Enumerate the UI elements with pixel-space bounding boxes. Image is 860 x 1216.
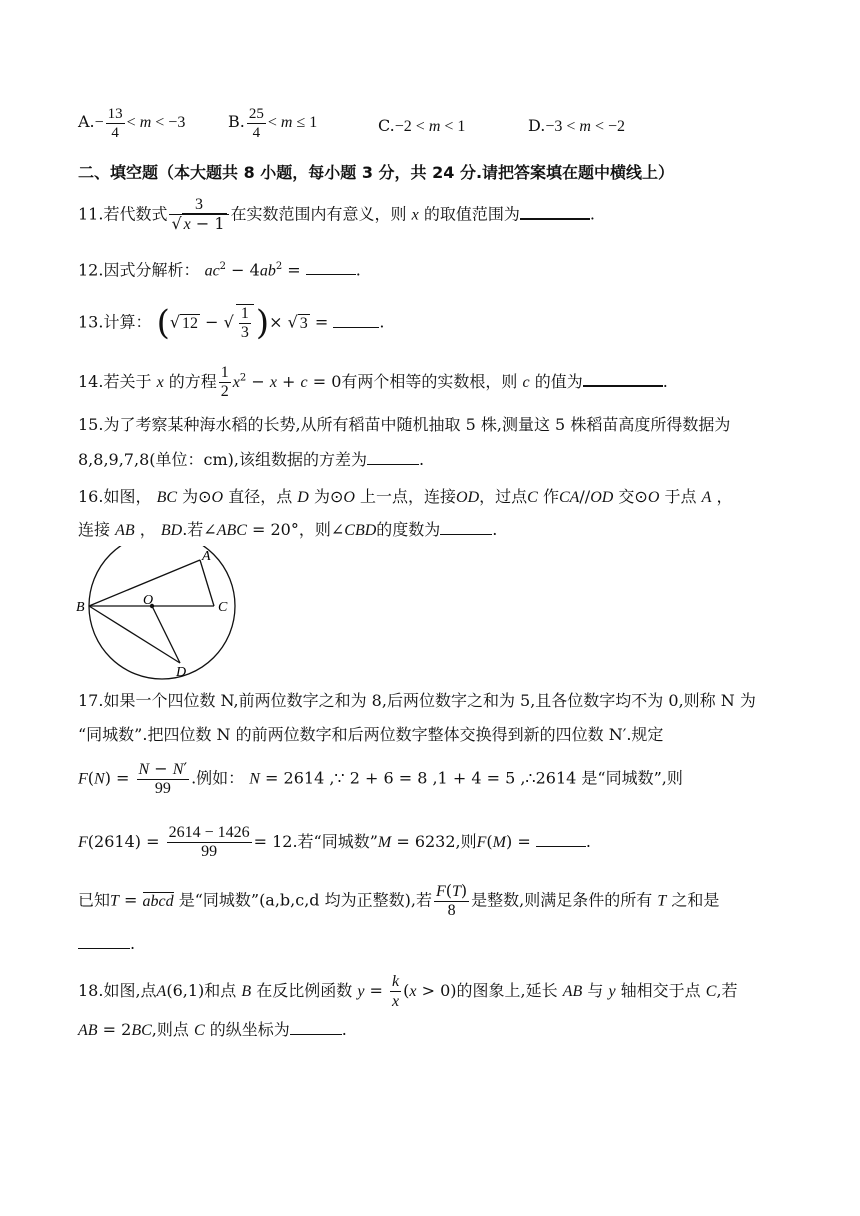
q11-answer-blank[interactable] [520,202,590,220]
q13-number: 13. [78,312,104,332]
q18-line1g: ,若 [716,981,738,1000]
question-11: 11.若代数式 $\frac{3}{√ x - 1}$ 在实数范围内有意义，则 x 的取值范围为 . [78,196,595,233]
q18-line2b: 的纵坐标为 [209,1020,290,1039]
q16-t3: 直径，点 [228,487,293,506]
q17-example-fraction: $\frac{2614 - 1426}{99}$ [168,824,250,860]
q16-t1: 如图， [103,487,152,506]
q18-line1e: 与 [587,981,604,1000]
label-d: D [176,665,187,680]
q16-t2: 为 [182,487,199,506]
option-a-math: − $\frac{13}{4}$ < m < −3 [94,106,186,141]
question-17-line-6 [78,932,135,955]
label-b: B [76,600,85,615]
q16-line2d: ，则 [298,520,331,539]
q17-answer-blank-1[interactable] [536,830,586,847]
question-18-line-1: 18.如图,点A(6,1)和点 B 在反比例函数 y = $\frac{k}{x}$ (x > 0)的图象上,延长 AB 与 y 轴相交于点 C,若 [78,973,738,1010]
q16-line2a: 连接 [78,520,111,539]
q16-t5: 上一点，连接 [360,487,457,506]
q16-end: . [492,520,498,539]
circle-o [89,546,235,679]
q16-t10: ， [716,487,733,506]
question-18-line-2: AB = 2BC,则点 C 的纵坐标为 . [78,1020,347,1039]
q11-end: . [589,204,595,224]
q14-text-mid: 的方程 [168,372,217,391]
question-15-line-1: 15.为了考察某种海水稻的长势,从所有稻苗中随机抽取 5 株,测量这 5 株稻苗高度所得数据为 [78,415,731,434]
q15-text: 8,8,9,7,8(单位：cm),该组数据的方差为 [78,450,367,469]
q14-text-post2: 的值为 [534,372,583,391]
q12-expression: ac [204,262,220,280]
question-17-line-4: F(2614) = $\frac{2614 - 1426}{99}$ = 12.若“同城数”M = 6232,则F(M) = . [78,824,591,860]
q16-line2e: 的度数为 [376,520,441,539]
q17-answer-blank-2[interactable] [78,932,130,949]
q16-line2b: ， [139,520,156,539]
q13-answer-blank[interactable] [333,311,379,328]
label-o: O [143,593,154,608]
q12-text: 因式分解析： [103,260,200,280]
question-17-line-5: 已知T = abcd 是“同城数”(a,b,c,d 均为正整数),若 $\frac{F(T)}{8}$ 是整数,则满足条件的所有 T 之和是 [78,881,720,919]
option-c [378,116,465,136]
question-16-line-1: 16.如图， BC 为⊙O 直径，点 D 为⊙O 上一点，连接OD，过点C 作CA//OD 交⊙O 于点 A ， [78,487,733,506]
option-a [78,105,185,142]
q18-line1f: 轴相交于点 [620,981,701,1000]
q14-end: . [662,372,668,391]
circle-geometry-figure [74,546,244,680]
q17-line4a: .若“同城数” [292,832,378,851]
q11-text-b: 的取值范围为 [423,204,520,224]
section-title: 二、填空题（本大题共 8 小题，每小题 3 分，共 24 分.请把答案填在题中横线上） [78,163,675,182]
q16-t9: 于点 [664,487,697,506]
q16-t8: 交 [618,487,635,506]
q17-line3b: 是“同城数”,则 [581,768,683,788]
q11-fraction: $\frac{3}{√ x - 1}$ [169,196,228,234]
q15-answer-blank[interactable] [367,448,419,465]
question-16-line-2: 连接 AB ， BD.若∠ABC = 20°，则∠CBD的度数为 . [78,520,498,539]
q16-line2c: .若 [182,520,204,539]
q11-text-pre: 若代数式 [103,204,168,224]
q17-ft-fraction: $\frac{F(T)}{8}$ [435,881,468,919]
q17-line4b: ,则 [455,832,477,851]
q12-answer-blank[interactable] [306,258,356,275]
label-a: A [202,549,211,564]
option-b-label: B. [228,112,245,132]
q18-line1d: 的图象上,延长 [456,981,558,1000]
q18-line1a: 18.如图,点 [78,981,157,1000]
option-a-label: A. [78,112,95,132]
q12-number: 12. [78,260,104,280]
q14-number: 14. [78,372,104,391]
q11-number: 11. [78,204,104,224]
question-14: 14.若关于 x 的方程 $\frac{1}{2}$ $x^2 - x + c = 0$有两个相等的实数根，则 c 的值为 . [78,364,668,400]
question-17-line-3: F(N) = $\frac{N - N'}{99}$ .例如： N = 2614 ,∵ 2 + 6 = 8 ,1 + 4 = 5 ,∴2614 是“同城数”,则 [78,759,683,797]
option-b [228,105,317,142]
q17-def-fraction: $\frac{N - N'}{99}$ [138,759,188,797]
q16-number: 16. [78,487,104,506]
q14-text-pre: 若关于 [103,372,152,391]
q17-line5a: 已知 [78,890,111,910]
q16-t4: 为 [313,487,330,506]
option-c-math: −2 < m < 1 [394,118,466,135]
question-13: 13.计算： (√ 12 − √ $\frac{1}{3}$ )× √ 3 = . [78,303,385,343]
option-c-label: C. [378,116,395,135]
q13-text: 计算： [103,312,152,332]
label-c: C [218,600,228,615]
q16-t7: 作 [542,487,559,506]
q17-line3a: .例如： [191,768,245,788]
q18-line2a: ,则点 [151,1020,189,1039]
q15-end: . [418,450,425,469]
segment-ac [200,560,214,606]
q17-line5c: 是整数,则满足条件的所有 [471,890,653,910]
q17-line5d: 之和是 [671,890,720,910]
q17-end-2: . [130,934,136,953]
q14-text-post: 有两个相等的实数根，则 [341,372,518,391]
q16-t6: ，过点 [479,487,528,506]
option-d [528,116,625,136]
q13-end: . [379,312,385,332]
question-17-line-2: “同城数”.把四位数 N 的前两位数字和后两位数字整体交换得到新的四位数 N′.规定 [78,725,664,744]
q18-function-fraction: $\frac{k}{x}$ [392,973,400,1010]
q16-answer-blank[interactable] [440,518,492,535]
q18-answer-blank[interactable] [290,1018,342,1035]
question-17-line-1: 17.如果一个四位数 N,前两位数字之和为 8,后两位数字之和为 5,且各位数字均不为 0,则称 N 为 [78,691,756,710]
q14-answer-blank[interactable] [583,369,663,387]
q18-end: . [341,1020,347,1039]
q18-line1b: 和点 [204,981,237,1000]
option-d-label: D. [528,116,546,135]
question-15-line-2 [78,448,424,471]
q18-line1c: 在反比例函数 [256,981,353,1000]
q17-end-1: . [585,832,591,851]
q14-fraction: $\frac{1}{2}$ [220,364,229,400]
q11-text-a: 在实数范围内有意义，则 [230,204,407,224]
question-12: 12.因式分解析： $ac^2 - 4ab^2$ = . [78,260,361,280]
option-d-math: −3 < m < −2 [545,118,625,135]
q12-end: . [355,260,361,280]
option-b-math: $\frac{25}{4}$ < m ≤ 1 [248,106,318,141]
q17-line5b: 是“同城数”(a,b,c,d 均为正整数),若 [178,890,432,910]
